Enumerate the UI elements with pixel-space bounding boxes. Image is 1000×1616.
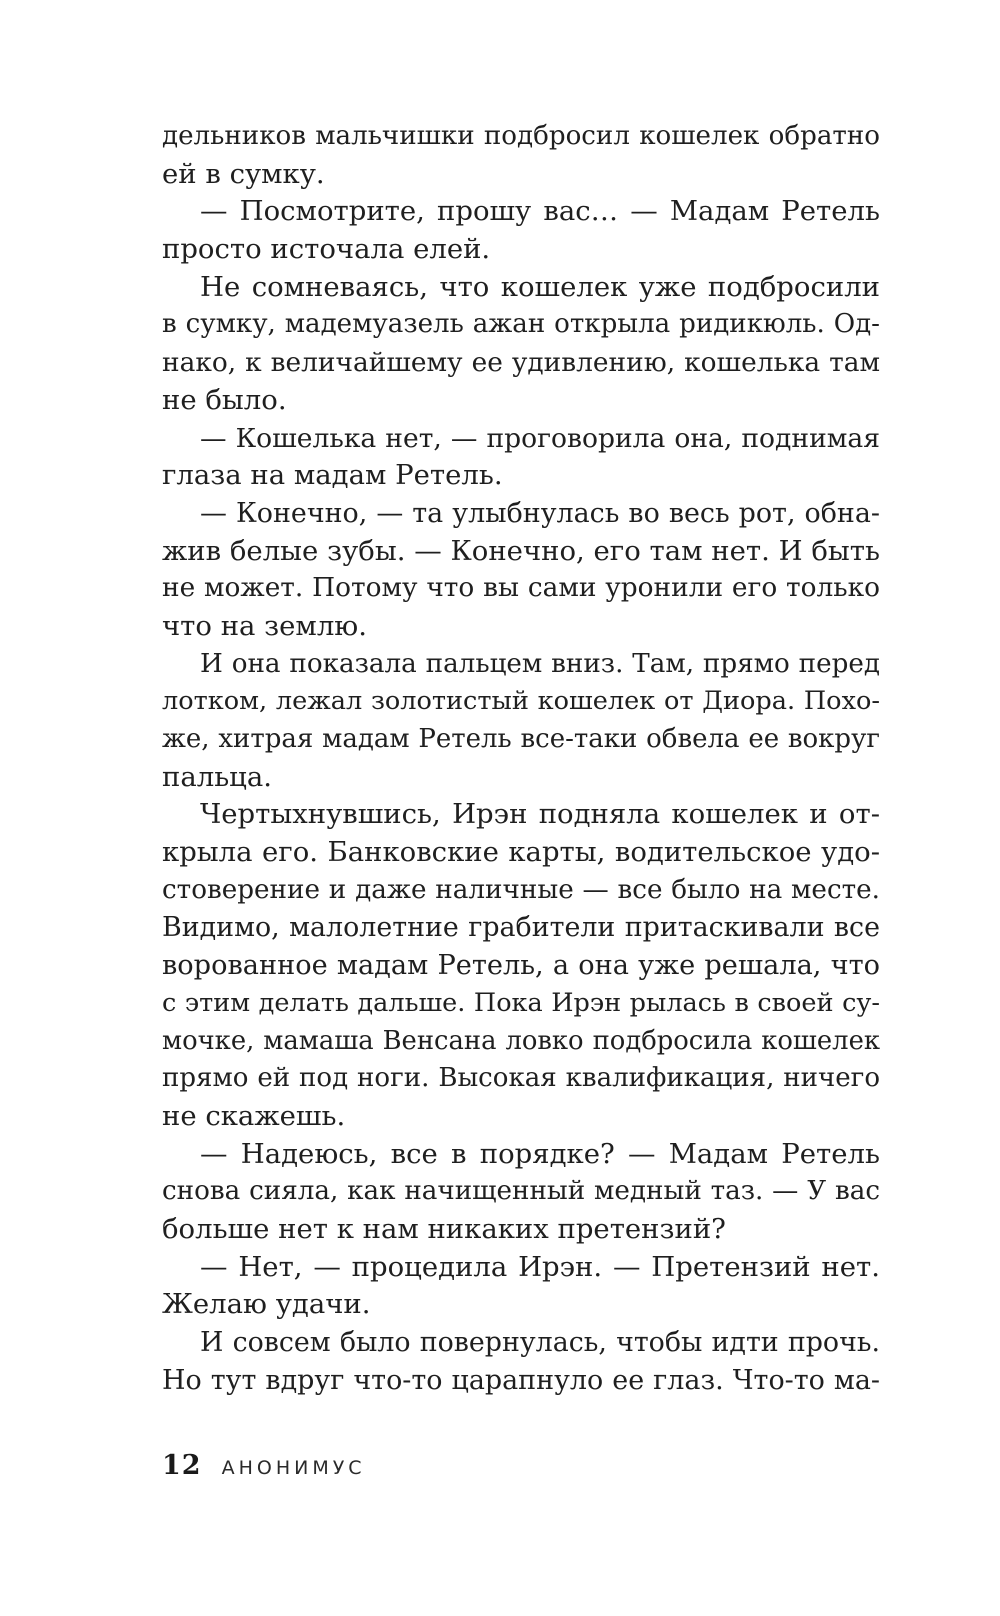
text-line: дельников мальчишки подбросил кошелек обратно [162, 121, 880, 151]
page-footer [162, 1450, 366, 1490]
text-line: Видимо, малолетние грабители притаскивали все [162, 912, 880, 944]
text-line: — Кошелька нет, — проговорила она, поднимая [200, 422, 880, 454]
text-line: нако, к величайшему ее удивлению, кошелька там [162, 347, 880, 379]
page-number: 12 [162, 1450, 202, 1481]
body-text [162, 118, 880, 1399]
text-line: Не сомневаясь, что кошелек уже подбросили [200, 270, 880, 303]
text-line: — Конечно, — та улыбнулась во весь рот, обна- [200, 497, 880, 529]
text-line: снова сияла, как начищенный медный таз. — У вас [162, 1176, 880, 1207]
text-line: Но тут вдруг что-то царапнуло ее глаз. Что-то ма- [162, 1364, 880, 1396]
text-line: И совсем было повернулась, чтобы идти прочь. [200, 1327, 880, 1358]
running-head-author: АНОНИМУС [221, 1457, 366, 1479]
text-line: не может. Потому что вы сами уронили его только [162, 573, 880, 604]
text-line: не было. [162, 383, 287, 416]
text-line: крыла его. Банковские карты, водительское удо- [162, 836, 880, 869]
text-line: — Надеюсь, все в порядке? — Мадам Ретель [200, 1137, 880, 1170]
text-line: — Посмотрите, прошу вас… — Мадам Ретель [200, 195, 880, 228]
text-line: пальца. [162, 760, 272, 793]
text-line: ворованное мадам Ретель, а она уже решала, что [162, 950, 880, 982]
text-line: прямо ей под ноги. Высокая квалификация, ничего [162, 1063, 880, 1094]
text-line: с этим делать дальше. Пока Ирэн рылась в своей су- [162, 987, 880, 1018]
text-line: больше нет к нам никаких претензий? [162, 1212, 726, 1245]
text-line: глаза на мадам Ретель. [162, 459, 503, 492]
text-line: же, хитрая мадам Ретель все-таки обвела ее вокруг [162, 724, 880, 754]
text-line: — Нет, — процедила Ирэн. — Претензий нет. [200, 1250, 880, 1283]
text-line: что на землю. [162, 609, 367, 642]
text-line: стоверение и даже наличные — все было на месте. [162, 874, 880, 905]
text-line: ей в сумку. [162, 157, 325, 190]
text-line: Желаю удачи. [162, 1288, 371, 1321]
text-line: в сумку, мадемуазель ажан открыла ридикюль. Од- [162, 309, 880, 340]
text-line: не скажешь. [162, 1099, 346, 1132]
text-line: просто источала елей. [162, 233, 491, 266]
text-line: И она показала пальцем вниз. Там, прямо перед [200, 648, 880, 679]
text-line: лотком, лежал золотистый кошелек от Диора. Похо- [162, 686, 880, 717]
text-line: Чертыхнувшись, Ирэн подняла кошелек и от- [200, 798, 880, 831]
text-line: мочке, мамаша Венсана ловко подбросила кошелек [162, 1025, 880, 1056]
text-line: жив белые зубы. — Конечно, его там нет. И быть [162, 534, 880, 567]
